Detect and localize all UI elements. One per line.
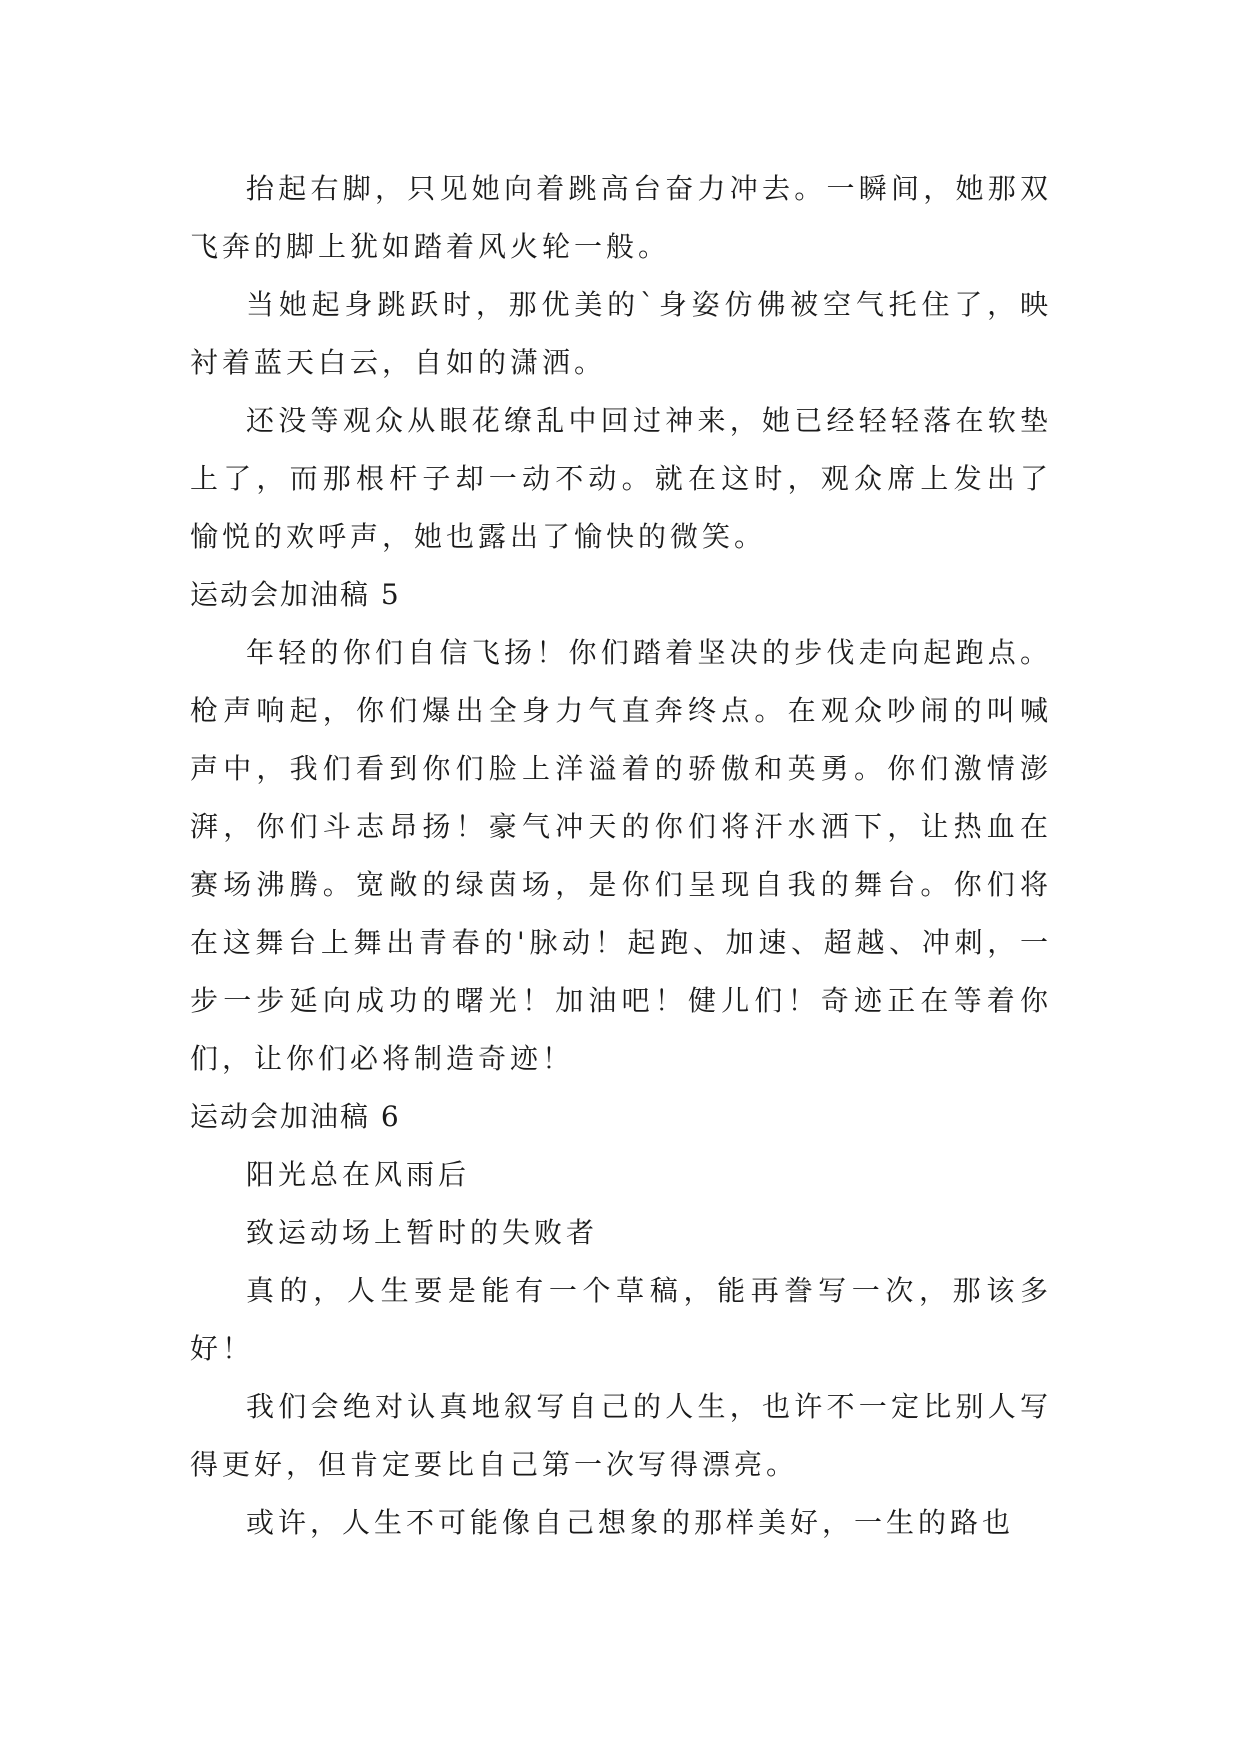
poem-subtitle: 致运动场上暂时的失败者 (246, 1216, 599, 1249)
paragraph: 年轻的你们自信飞扬！你们踏着坚决的步伐走向起跑点。枪声响起，你们爆出全身力气直奔终点。在观众吵闹的叫喊声中，我们看到你们脸上洋溢着的骄傲和英勇。你们激情澎湃，你们斗志昂扬！豪气冲天的你们将汗水洒下，让热血在赛场沸腾。宽敞的绿茵场，是你们呈现自我的舞台。你们将在这舞台上舞出青春的'脉动！起跑、加速、超越、冲刺，一步一步延向成功的曙光！加油吧！健儿们！奇迹正在等着你们，让你们必将制造奇迹！ (190, 636, 1052, 1075)
paragraph: 或许，人生不可能像自己想象的那样美好，一生的路也 (246, 1506, 1015, 1539)
paragraph: 真的，人生要是能有一个草稿，能再誊写一次，那该多好！ (190, 1274, 1052, 1365)
section-heading: 运动会加油稿 6 (190, 1100, 401, 1133)
poem-title: 阳光总在风雨后 (246, 1158, 471, 1191)
paragraph: 抬起右脚，只见她向着跳高台奋力冲去。一瞬间，她那双飞奔的脚上犹如踏着风火轮一般。 (190, 172, 1052, 263)
paragraph: 还没等观众从眼花缭乱中回过神来，她已经轻轻落在软垫上了，而那根杆子却一动不动。就在这时，观众席上发出了愉悦的欢呼声，她也露出了愉快的微笑。 (190, 404, 1052, 553)
section-heading: 运动会加油稿 5 (190, 578, 401, 611)
paragraph: 我们会绝对认真地叙写自己的人生，也许不一定比别人写得更好，但肯定要比自己第一次写得漂亮。 (190, 1390, 1052, 1481)
document-body (190, 160, 1052, 1552)
paragraph: 当她起身跳跃时，那优美的`身姿仿佛被空气托住了，映衬着蓝天白云，自如的潇洒。 (190, 288, 1052, 379)
